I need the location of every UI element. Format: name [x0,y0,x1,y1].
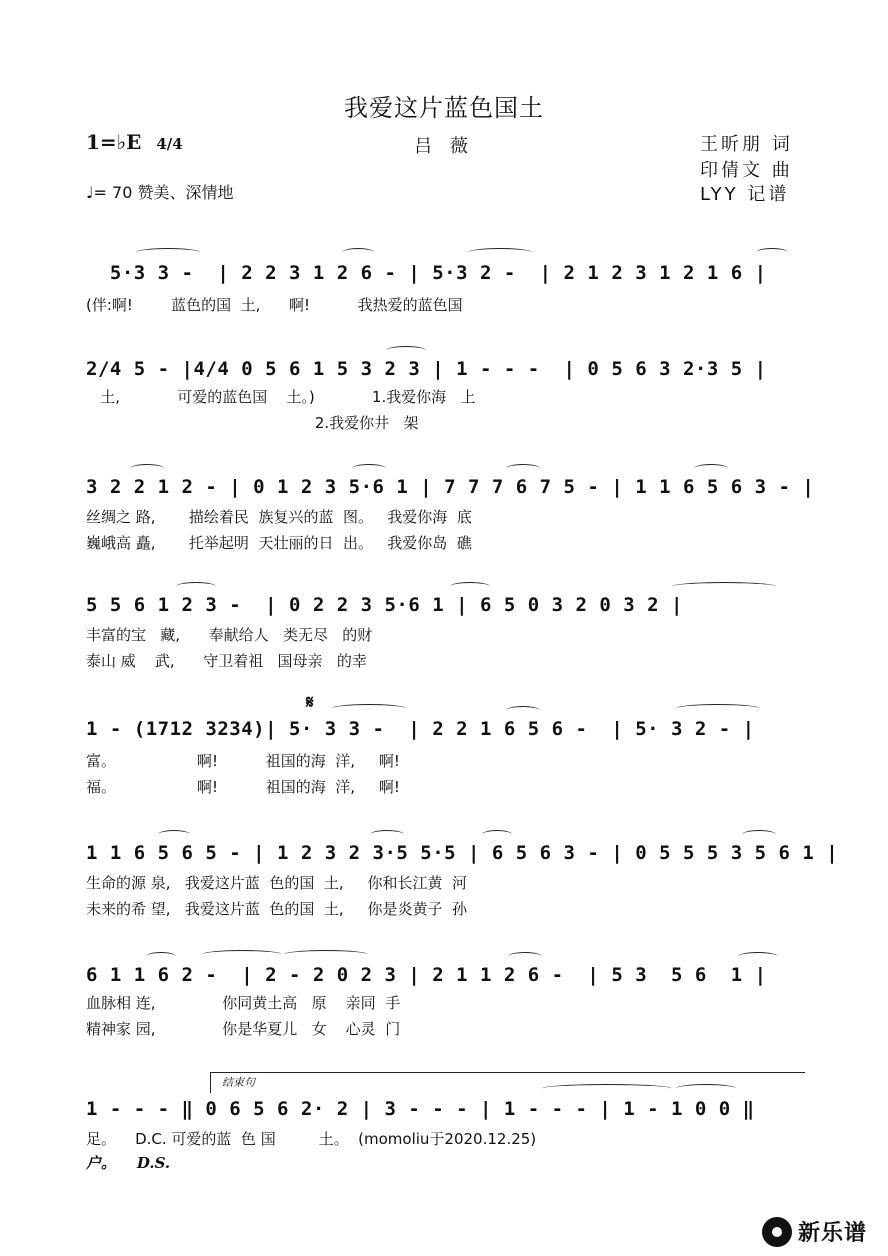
composer-credit: 印倩文 曲 [700,160,793,181]
notation-line: 5 5 6 1 2 3 - | 0 2 2 3 5·6 1 | 6 5 0 3 2 0 3 2 | [86,594,683,616]
vinyl-record-icon [762,1217,792,1247]
lyric-line-1: 丰富的宝 藏, 奉献给人 类无尽 的财 [86,626,373,644]
lyric-line-1: (伴:啊! 蓝色的国 土, 啊! 我热爱的蓝色国 [86,296,463,314]
lyric-line-2: 巍峨高 矗, 托举起明 天壮丽的日 出。 我爱你岛 礁 [86,534,472,552]
slur [676,704,760,713]
lyric-line-1: 生命的源 泉, 我爱这片蓝 色的国 土, 你和长江黄 河 [86,874,468,892]
lyric-line-2: 2.我爱你井 架 [86,414,419,432]
notation-line: 2/4 5 - |4/4 0 5 6 1 5 3 2 3 | 1 - - - | 0 5 6 3 2·3 5 | [86,358,767,380]
slur [676,1084,736,1093]
slur [130,464,164,473]
notation-line: 1 - - - ‖ 0 6 5 6 2· 2 | 3 - - - | 1 - - - | 1 - 1 0 0 ‖ [86,1098,755,1120]
lyric-line-2: 泰山 威 武, 守卫着祖 国母亲 的幸 [86,652,367,670]
ending-label: 结束句 [222,1076,255,1089]
slur [508,952,542,961]
slur [468,248,532,257]
key-label: 1=♭E [86,130,142,154]
slur [386,346,426,355]
transcriber-credit: LYY 记谱 [700,184,790,205]
lyric-line-2: 精神家 园, 你是华夏儿 女 心灵 门 [86,1020,401,1038]
slur [482,830,512,839]
slur [158,830,190,839]
notation-line: 1 - (1712 3234)| 5· 3 3 - | 2 2 1 6 5 6 - | 5· 3 2 - | [86,718,755,740]
slur [146,952,176,961]
slur [332,704,406,713]
lyric-line-1: 丝绸之 路, 描绘着民 族复兴的蓝 图。 我爱你海 底 [86,508,472,526]
lyric-line-2: 福。 啊! 祖国的海 洋, 啊! [86,778,400,796]
slur [136,248,200,257]
lyric-line-1: 土, 可爱的蓝色国 土。) 1.我爱你海 上 [86,388,476,406]
slur [202,950,282,959]
slur [506,706,540,715]
lyric-line-2: 未来的希 望, 我爱这片蓝 色的国 土, 你是炎黄子 孙 [86,900,468,918]
segno-sign: 𝄋 [306,692,314,713]
lyric-line-1: 足。 D.C. 可爱的蓝 色 国 土。 (momoliu于2020.12.25) [86,1130,537,1148]
slur [756,248,788,257]
notation-line: 3 2 2 1 2 - | 0 1 2 3 5·6 1 | 7 7 7 6 7 5 - | 1 1 6 5 6 3 - | [86,476,815,498]
notation-line: 5·3 3 - | 2 2 3 1 2 6 - | 5·3 2 - | 2 1 2 3 1 2 1 6 | [86,262,767,284]
slur [352,464,386,473]
slur [738,952,778,961]
singer: 吕 薇 [414,136,474,157]
tempo-marking: ♩= 70 赞美、深情地 [86,183,234,202]
slur [176,582,216,591]
brand-name: 新乐谱 [798,1221,868,1246]
key-signature [86,130,183,154]
lyricist-credit: 王昕朋 词 [700,134,793,155]
slur [342,248,374,257]
page-title: 我爱这片蓝色国土 [344,94,544,122]
brand-logo [762,1216,867,1247]
slur [672,582,776,591]
slur [450,582,490,591]
lyric-line-2: 户。 D.S. [86,1154,171,1172]
lyric-line-1: 血脉相 连, 你同黄土高 原 亲同 手 [86,994,401,1012]
slur [742,830,776,839]
notation-line: 1 1 6 5 6 5 - | 1 2 3 2 3·5 5·5 | 6 5 6 3 - | 0 5 5 5 3 5 6 1 | [86,842,839,864]
lyric-line-1: 富。 啊! 祖国的海 洋, 啊! [86,752,400,770]
slur [370,830,404,839]
slur [542,1084,672,1093]
notation-line: 6 1 1 6 2 - | 2 - 2 0 2 3 | 2 1 1 2 6 - | 5 3 5 6 1 | [86,964,767,986]
slur [694,464,728,473]
slur [506,464,540,473]
slur [284,950,368,959]
time-signature: 4/4 [156,135,183,153]
